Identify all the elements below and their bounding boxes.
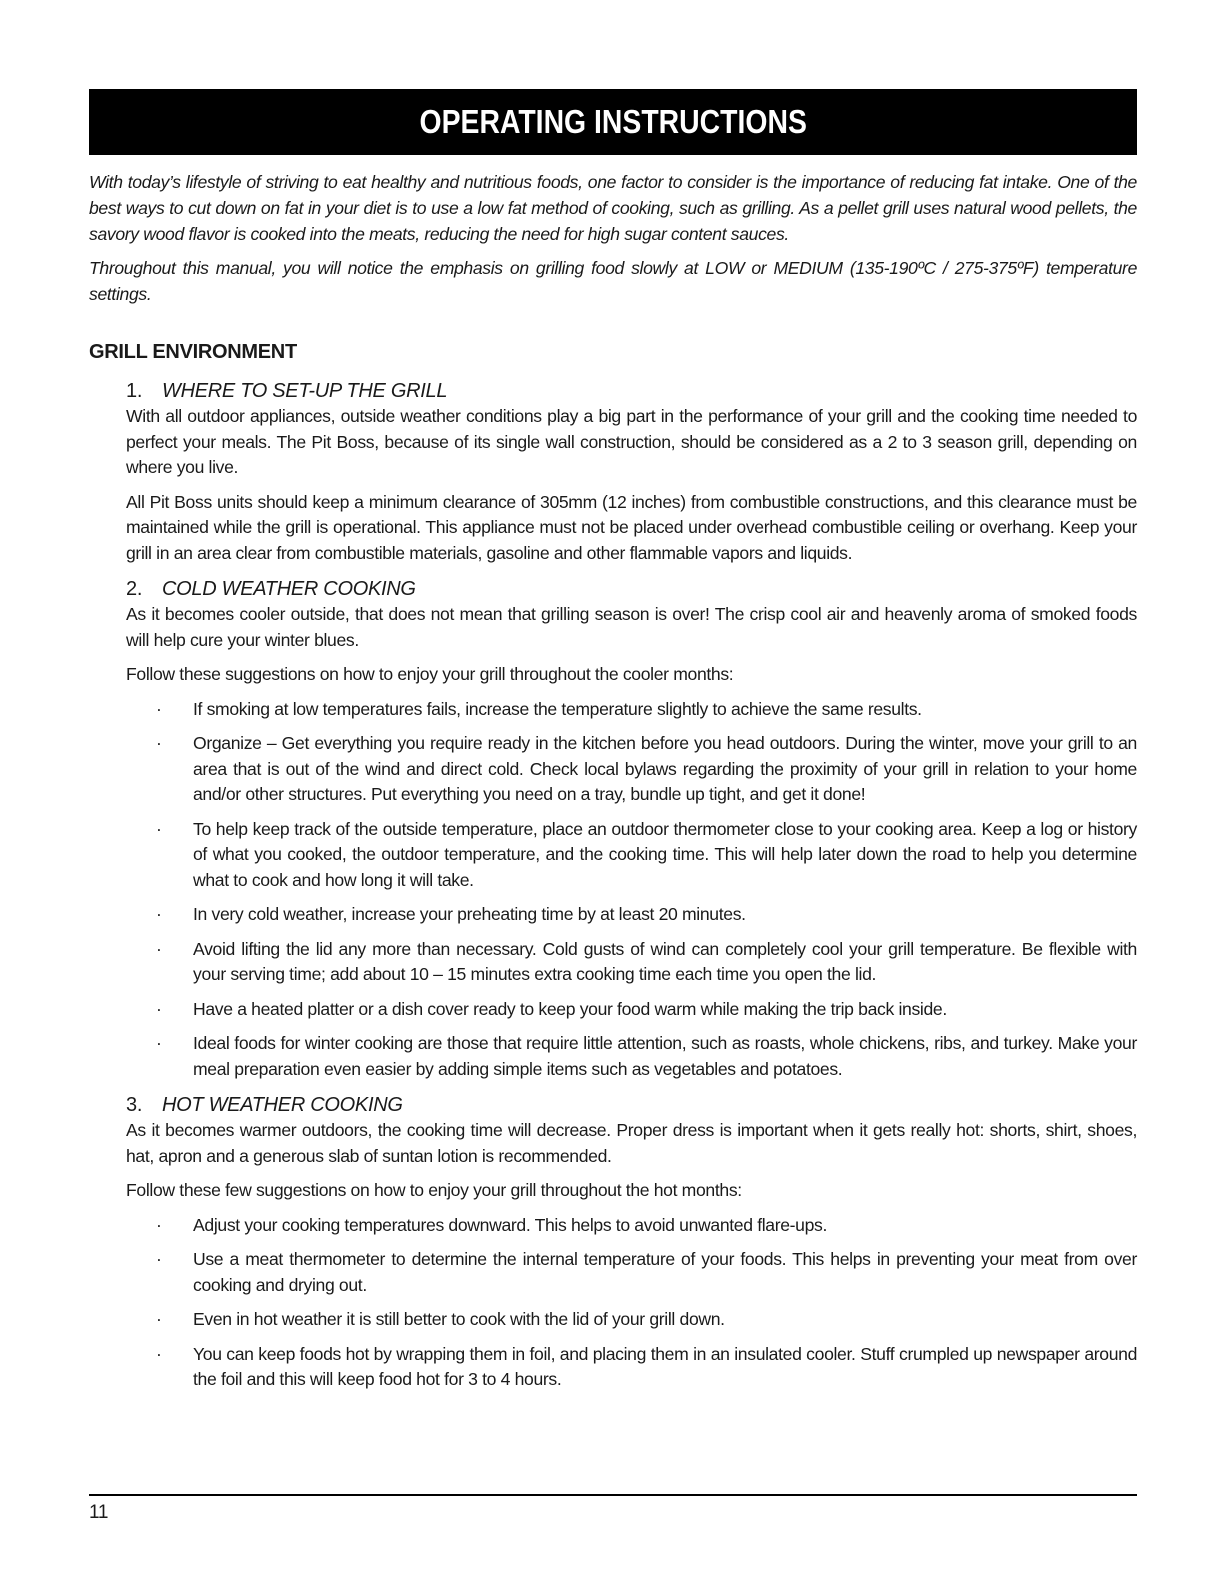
subsection-number: 1. [126, 380, 143, 402]
footer-divider [89, 1494, 1137, 1496]
bullet-icon: · [156, 904, 162, 924]
bullet-icon: · [156, 1249, 162, 1269]
section-heading: GRILL ENVIRONMENT [89, 341, 297, 363]
bullet-icon: · [156, 733, 162, 753]
bullet-list [126, 697, 1137, 1083]
subsection-title [126, 1092, 1137, 1118]
intro-paragraph: Throughout this manual, you will notice the emphasis on grilling food slowly at LOW or MEDIUM (135-190ºC / 275-375ºF) temperature settings. [89, 258, 1137, 304]
list-item [126, 937, 1137, 988]
intro-block [89, 169, 1137, 307]
list-item-text: Even in hot weather it is still better to cook with the lid of your grill down. [193, 1309, 725, 1329]
subsection-list [126, 378, 1137, 1393]
subsection-label: COLD WEATHER COOKING [162, 578, 416, 600]
list-item-text: Avoid lifting the lid any more than necessary. Cold gusts of wind can completely cool your grill temperature. Be flexible with your serving time; add about 10 – 15 minutes extra cooking time each time you open the lid. [193, 938, 1137, 984]
subsection-setup [126, 378, 1137, 566]
subsection-number: 2. [126, 578, 143, 600]
intro-paragraph: With today’s lifestyle of striving to eat healthy and nutritious foods, one factor to consider is the importance of reducing fat intake. One of the best ways to cut down on fat in your diet is to use a low fat method of cooking, such as grilling. As a pellet grill uses natural wood pellets, the savory wood flavor is cooked into the meats, reducing the need for high sugar content sauces. [89, 172, 1137, 244]
paragraph: As it becomes cooler outside, that does not mean that grilling season is over! The crisp cool air and heavenly aroma of smoked foods will help cure your winter blues. [126, 604, 1137, 650]
bullet-icon: · [156, 1214, 162, 1235]
subsection-label: HOT WEATHER COOKING [162, 1094, 403, 1116]
bullet-icon: · [156, 1309, 162, 1329]
list-item-text: Have a heated platter or a dish cover ready to keep your food warm while making the trip back inside. [193, 998, 947, 1019]
list-item-text: If smoking at low temperatures fails, increase the temperature slightly to achieve the same results. [193, 698, 922, 719]
list-item [126, 1307, 1137, 1333]
paragraph: Follow these suggestions on how to enjoy your grill throughout the cooler months: [126, 664, 734, 684]
subsection-title [126, 576, 1137, 602]
bullet-icon: · [156, 938, 162, 959]
list-item-text: Adjust your cooking temperatures downward. This helps to avoid unwanted flare-ups. [193, 1214, 828, 1235]
bullet-icon: · [156, 1343, 162, 1364]
paragraph: With all outdoor appliances, outside weather conditions play a big part in the performance of your grill and the cooking time needed to perfect your meals. The Pit Boss, because of its single wall construction, should be considered as a 2 to 3 season grill, depending on where you live. [126, 406, 1137, 477]
list-item [126, 1342, 1137, 1393]
list-item [126, 902, 1137, 928]
subsection-number: 3. [126, 1094, 143, 1116]
list-item [126, 1247, 1137, 1298]
paragraph: All Pit Boss units should keep a minimum clearance of 305mm (12 inches) from combustible constructions, and this clearance must be maintained while the grill is operational. This appliance must not be placed under overhead combustible ceiling or overhang. Keep your grill in an area clear from combustible materials, gasoline and other flammable vapors and liquids. [126, 491, 1137, 563]
title-banner [89, 89, 1137, 155]
subsection-title [126, 378, 1137, 404]
page-number: 11 [89, 1502, 109, 1523]
list-item [126, 697, 1137, 723]
list-item-text: Ideal foods for winter cooking are those that require little attention, such as roasts, whole chickens, ribs, and turkey. Make your meal preparation even easier by adding simple items such as vegetables and potatoes. [193, 1033, 1137, 1079]
list-item-text: Organize – Get everything you require ready in the kitchen before you head outdoors. During the winter, move your grill to an area that is out of the wind and direct cold. Check local bylaws regarding the proximity of your grill in relation to your home and/or other structures. Put everything you need on a tray, bundle up tight, and get it done! [193, 733, 1137, 804]
bullet-list [126, 1213, 1137, 1393]
subsection-label: WHERE TO SET-UP THE GRILL [162, 380, 448, 402]
bullet-icon: · [156, 998, 162, 1019]
page-title: OPERATING INSTRUCTIONS [419, 103, 807, 140]
bullet-icon: · [156, 818, 162, 839]
list-item-text: To help keep track of the outside temperature, place an outdoor thermometer close to your cooking area. Keep a log or history of what you cooked, the outdoor temperature, and the cooking time. This will help later down the road to help you determine what to cook and how long it will take. [193, 818, 1137, 890]
subsection-hot-weather [126, 1092, 1137, 1393]
bullet-icon: · [156, 698, 162, 719]
bullet-icon: · [156, 1033, 162, 1053]
list-item-text: Use a meat thermometer to determine the internal temperature of your foods. This helps in preventing your meat from over cooking and drying out. [193, 1249, 1137, 1295]
list-item-text: You can keep foods hot by wrapping them in foil, and placing them in an insulated cooler. Stuff crumpled up newspaper around the foil and this will keep food hot for 3 to 4 hours. [193, 1343, 1137, 1389]
paragraph: Follow these few suggestions on how to enjoy your grill throughout the hot months: [126, 1180, 742, 1200]
list-item-text: In very cold weather, increase your preheating time by at least 20 minutes. [193, 904, 746, 924]
list-item [126, 1031, 1137, 1082]
subsection-cold-weather [126, 576, 1137, 1082]
list-item [126, 1213, 1137, 1239]
list-item [126, 817, 1137, 894]
paragraph: As it becomes warmer outdoors, the cooking time will decrease. Proper dress is important when it gets really hot: shorts, shirt, shoes, hat, apron and a generous slab of suntan lotion is recommended. [126, 1120, 1137, 1166]
list-item [126, 731, 1137, 808]
page-content [89, 89, 1137, 1403]
list-item [126, 997, 1137, 1023]
